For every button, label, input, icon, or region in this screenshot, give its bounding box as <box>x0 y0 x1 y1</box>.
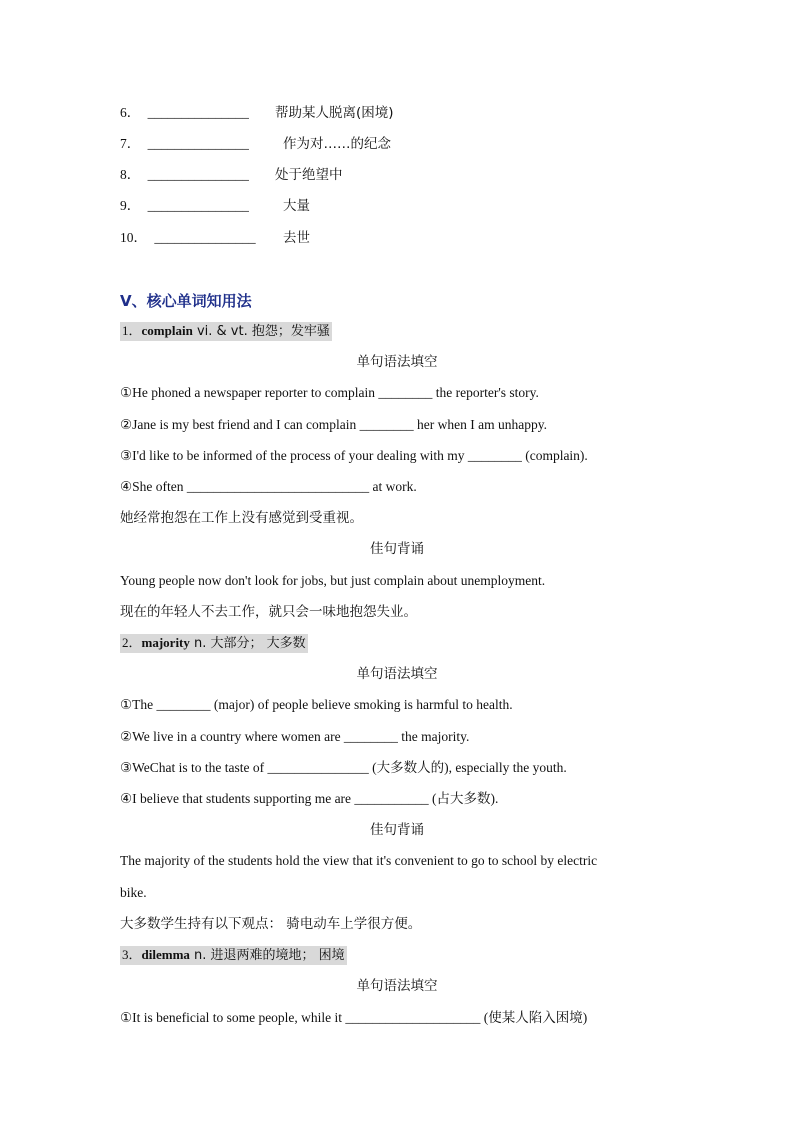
vocab-item-10 <box>120 229 310 247</box>
section-title: Ⅴ、核心单词知用法 <box>120 292 252 310</box>
famous-sentence-en-cont: bike. <box>120 885 147 900</box>
famous-sentence-zh: 现在的年轻人不去工作，就只会一味地抱怨失业。 <box>120 604 417 620</box>
word-num: 1． <box>122 323 142 338</box>
word-num: 2． <box>122 635 142 650</box>
exercise-sentence: ③WeChat is to the taste of _______________ (大多数人的), especially the youth. <box>120 760 567 775</box>
exercise-sentence: ①It is beneficial to some people, while it ____________________ (使某人陷入困境) <box>120 1010 588 1025</box>
vocab-meaning: 帮助某人脱离(困境) <box>275 105 394 121</box>
word-term: complain <box>141 323 193 338</box>
word-heading-dilemma <box>120 946 347 965</box>
famous-title: 佳句背诵 <box>370 822 424 838</box>
sentence-translation: 她经常抱怨在工作上没有感觉到受重视。 <box>120 510 363 526</box>
word-term: dilemma <box>141 947 190 962</box>
vocab-num: 7． <box>120 136 141 151</box>
exercise-sentence: ②Jane is my best friend and I can complain ________ her when I am unhappy. <box>120 417 547 432</box>
famous-sentence-en: The majority of the students hold the view that it's convenient to go to school by electric <box>120 853 598 868</box>
word-pos-meaning: n. 进退两难的境地； 困境 <box>189 948 345 963</box>
exercise-sentence: ④She often ___________________________ at work. <box>120 479 417 494</box>
famous-title: 佳句背诵 <box>370 541 424 557</box>
vocab-item-9 <box>120 197 310 215</box>
exercise-title: 单句语法填空 <box>356 666 438 682</box>
vocab-blank: _______________ <box>147 198 249 213</box>
vocab-num: 6． <box>120 105 141 120</box>
word-pos-meaning: vi. & vt. 抱怨；发牢骚 <box>192 324 330 339</box>
exercise-sentence: ②We live in a country where women are ________ the majority. <box>120 729 470 744</box>
exercise-sentence: ①He phoned a newspaper reporter to complain ________ the reporter's story. <box>120 385 539 400</box>
vocab-blank: _______________ <box>147 167 249 182</box>
word-num: 3． <box>122 947 142 962</box>
word-heading-complain <box>120 322 332 341</box>
vocab-item-8 <box>120 166 343 184</box>
exercise-sentence: ④I believe that students supporting me are ___________ (占大多数). <box>120 791 499 806</box>
exercise-title: 单句语法填空 <box>356 354 438 370</box>
word-term: majority <box>141 635 190 650</box>
vocab-meaning: 大量 <box>283 198 310 214</box>
famous-sentence-en: Young people now don't look for jobs, but just complain about unemployment. <box>120 573 546 588</box>
vocab-blank: _______________ <box>147 105 249 120</box>
word-heading-majority <box>120 634 308 653</box>
vocab-meaning: 作为对……的纪念 <box>283 136 391 152</box>
vocab-item-7 <box>120 135 391 153</box>
word-pos-meaning: n. 大部分； 大多数 <box>189 636 306 651</box>
exercise-sentence: ③I'd like to be informed of the process of your dealing with my ________ (complain). <box>120 448 588 463</box>
famous-sentence-zh: 大多数学生持有以下观点： 骑电动车上学很方便。 <box>120 916 422 932</box>
vocab-blank: _______________ <box>147 136 249 151</box>
vocab-meaning: 处于绝望中 <box>275 167 343 183</box>
vocab-meaning: 去世 <box>283 230 310 246</box>
vocab-num: 8． <box>120 167 141 182</box>
exercise-sentence: ①The ________ (major) of people believe smoking is harmful to health. <box>120 697 513 712</box>
vocab-blank: _______________ <box>154 230 256 245</box>
vocab-item-6 <box>120 104 394 122</box>
vocab-num: 9． <box>120 198 141 213</box>
exercise-title: 单句语法填空 <box>356 978 438 994</box>
vocab-num: 10． <box>120 230 147 245</box>
